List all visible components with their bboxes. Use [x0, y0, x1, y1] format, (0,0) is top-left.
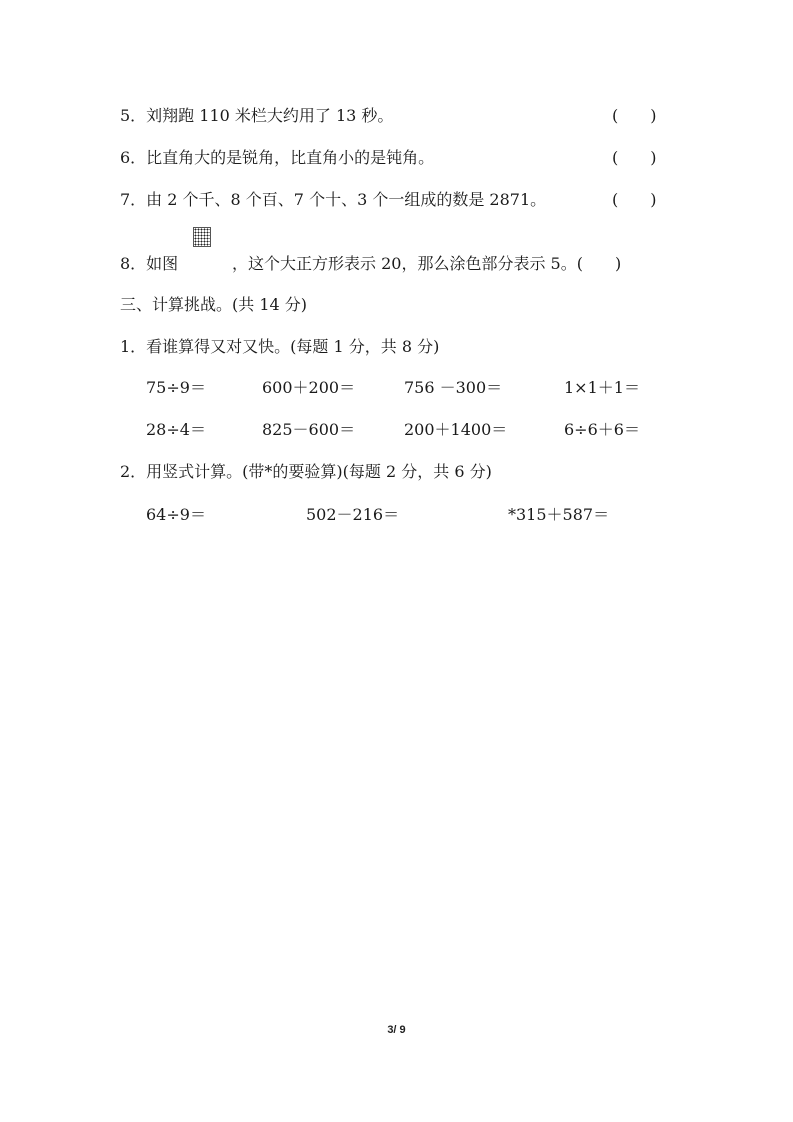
calc-item: 28÷4＝: [146, 420, 206, 439]
calc-item: 200＋1400＝: [404, 420, 508, 439]
question-7: 7．由 2 个千、8 个百、7 个十、3 个一组成的数是 2871。: [120, 190, 547, 209]
question-8-suffix: ，这个大正方形表示 20，那么涂色部分表示 5。( ): [232, 254, 622, 273]
answer-blank-5[interactable]: ( ): [612, 106, 657, 125]
vertical-calc-item: *315＋587＝: [508, 505, 610, 524]
answer-blank-6[interactable]: ( ): [612, 148, 657, 167]
calc-item: 756 －300＝: [404, 378, 503, 397]
vertical-calc-item: 502－216＝: [306, 505, 400, 524]
calc-item: 1×1＋1＝: [564, 378, 640, 397]
question-8-prefix: 8．如图: [120, 254, 179, 273]
calc-item: 825－600＝: [262, 420, 356, 439]
part-1-title: 1．看谁算得又对又快。(每题 1 分，共 8 分): [120, 337, 440, 356]
answer-blank-7[interactable]: ( ): [612, 190, 657, 209]
question-5: 5．刘翔跑 110 米栏大约用了 13 秒。: [120, 106, 394, 125]
section-3-title: 三、计算挑战。(共 14 分): [120, 295, 308, 314]
part-2-title: 2．用竖式计算。(带*的要验算)(每题 2 分，共 6 分): [120, 462, 492, 481]
page-number: 3/ 9: [387, 1024, 406, 1036]
question-6: 6．比直角大的是锐角，比直角小的是钝角。: [120, 148, 435, 167]
calc-item: 600＋200＝: [262, 378, 356, 397]
calc-item: 75÷9＝: [146, 378, 206, 397]
vertical-calc-item: 64÷9＝: [146, 505, 206, 524]
calc-item: 6÷6＋6＝: [564, 420, 640, 439]
dotted-square-figure: [193, 227, 211, 247]
